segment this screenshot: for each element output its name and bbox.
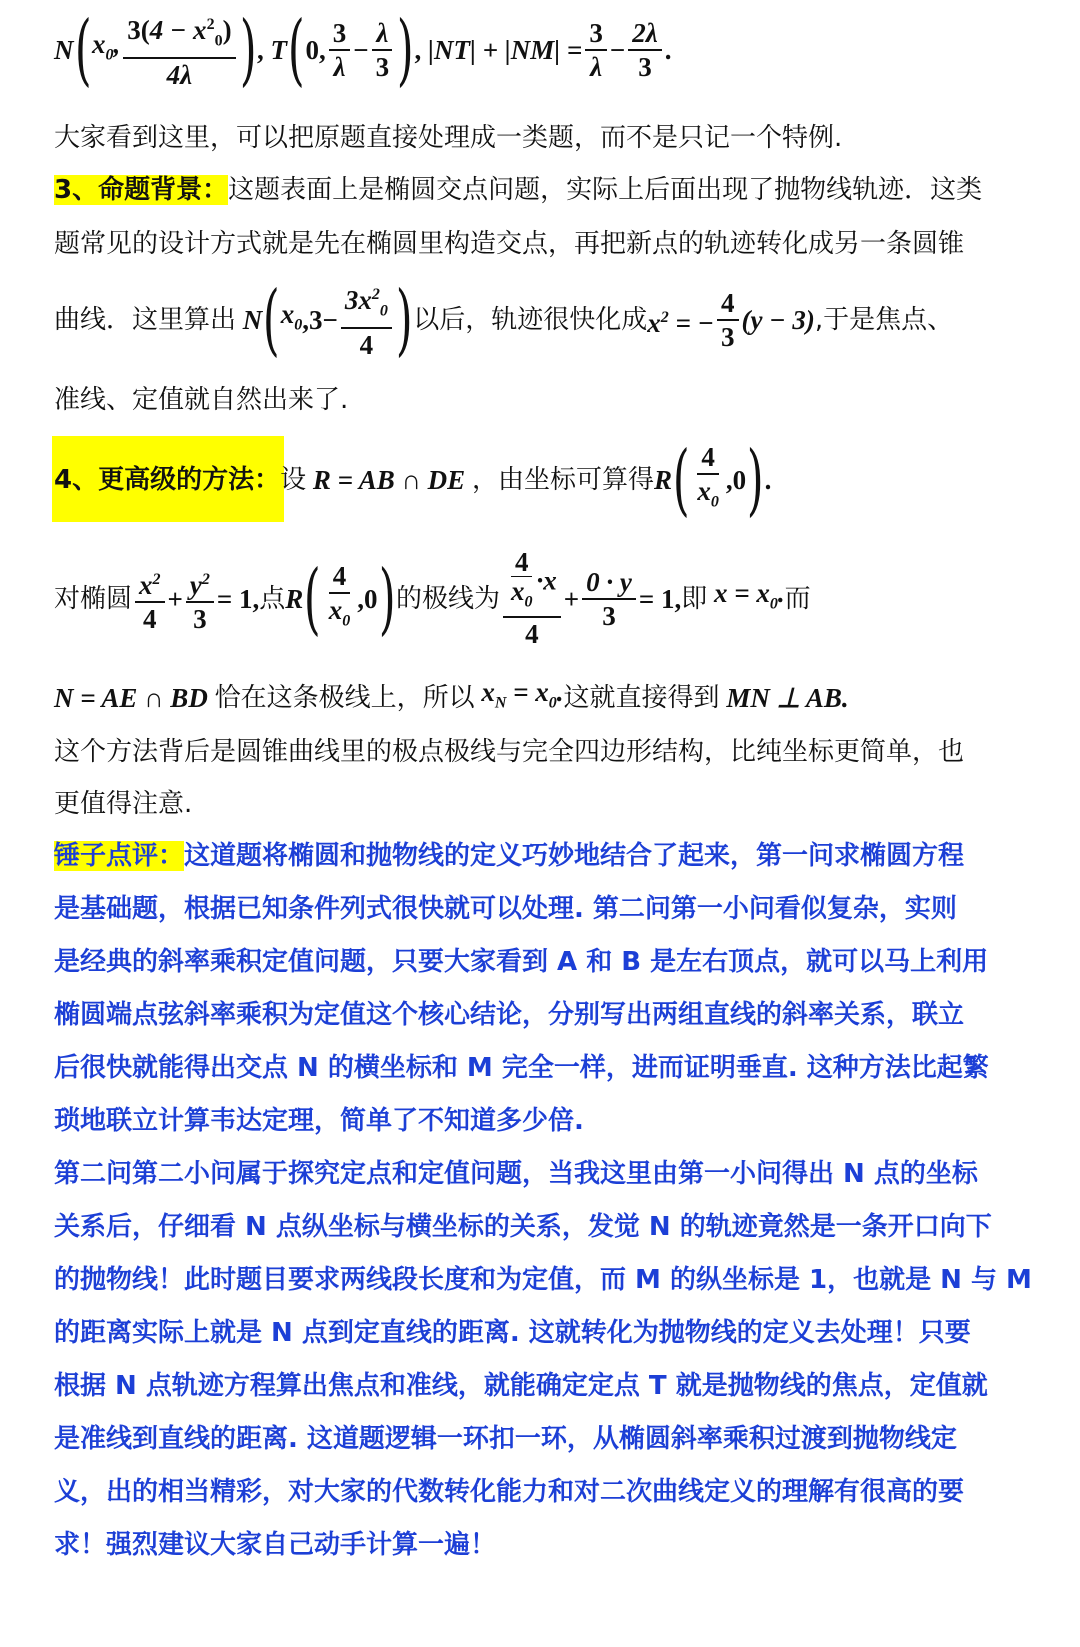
review-line-5: 琐地联立计算韦达定理，简单了不知道多少倍. (54, 1106, 584, 1136)
polar-line: 对椭圆 $\frac{x^2}{4}$ + $\frac{y^2}{3}$ = 1, 点 R ( $\frac{4}{x_0}$ ,0 ) 的极线为 $\frac{4}{x_0}$ ·x 4 + $\frac{0 \cdot y}{3}$ = 1, 即 $x = x_0$. 而 (54, 546, 811, 650)
section4-line3: N = AE ∩ BD 恰在这条极线上，所以 $x_N = x_0$. 这就直接得到 MN ⊥ AB. (54, 677, 849, 713)
review-line-7: 关系后，仔细看 N 点纵坐标与横坐标的关系，发觉 N 的轨迹竟然是一条开口向下 (54, 1212, 992, 1242)
section3-line2: 题常见的设计方式就是先在椭圆里构造交点，再把新点的轨迹转化成另一条圆锥 (54, 229, 965, 259)
section4-para2: 更值得注意. (54, 789, 193, 819)
review-line-11: 是准线到直线的距离. 这道题逻辑一环扣一环，从椭圆斜率乘积过渡到抛物线定 (54, 1424, 957, 1454)
review-line-4: 后很快就能得出交点 N 的横坐标和 M 完全一样，进而证明垂直. 这种方法比起繁 (54, 1053, 989, 1083)
review-line-12: 义，出的相当精彩，对大家的代数转化能力和对二次曲线定义的理解有很高的要 (54, 1477, 965, 1507)
review-line-13: 求！强烈建议大家自己动手计算一遍！ (54, 1530, 497, 1560)
section3-line1: 3、命题背景：这题表面上是椭圆交点问题，实际上后面出现了抛物线轨迹．这类 (54, 175, 983, 205)
review-line-1: 是基础题，根据已知条件列式很快就可以处理. 第二问第一小问看似复杂，实则 (54, 894, 957, 924)
review-line-10: 根据 N 点轨迹方程算出焦点和准线，就能确定定点 T 就是抛物线的焦点，定值就 (54, 1371, 988, 1401)
section3-line3: 曲线．这里算出 N ( $x_0$ ,3− $\frac{3x^2_0}{4}$ ) 以后，轨迹很快化成 $x^2$ = − $\frac{4}{3}$ (y − 3) ,于是焦点、 (54, 275, 954, 365)
review-line-3: 椭圆端点弦斜率乘积为定值这个核心结论，分别写出两组直线的斜率关系，联立 (54, 1000, 965, 1030)
section4-line1: 4、更高级的方法： 设 R = AB ∩ DE ，由坐标可算得 R ( $\frac{4}{x_0}$ ,0 ) . (54, 435, 772, 525)
review-line-9: 的距离实际上就是 N 点到定直线的距离. 这就转化为抛物线的定义去处理！只要 (54, 1318, 971, 1348)
paragraph-intro: 大家看到这里，可以把原题直接处理成一类题，而不是只记一个特例. (54, 123, 843, 153)
review-line-2: 是经典的斜率乘积定值问题，只要大家看到 A 和 B 是左右顶点，就可以马上利用 (54, 947, 989, 977)
review-line-0: 锤子点评：这道题将椭圆和抛物线的定义巧妙地结合了起来，第一问求椭圆方程 (54, 841, 965, 871)
section4-para1: 这个方法背后是圆锥曲线里的极点极线与完全四边形结构，比纯坐标更简单，也 (54, 737, 965, 767)
fraction: $\frac{3(4 - x^2_0)}{4\lambda}$ (123, 10, 235, 90)
section3-line4: 准线、定值就自然出来了. (54, 385, 349, 415)
section3-label: 3、命题背景： (54, 175, 229, 205)
review-label: 锤子点评： (54, 841, 185, 871)
review-line-8: 的抛物线！此时题目要求两线段长度和为定值，而 M 的纵坐标是 1，也就是 N 与 M (54, 1265, 1032, 1295)
formula-n-t: N ( $x_0$, $\frac{3(4 - x^2_0)}{4\lambda}$ ) , T ( 0 , $\frac{3}{\lambda}$ − $\frac{\lambda}{3}$ ) , |NT| + |NM| = $\frac{3}{\lambda}$ − $\frac{2\lambda}{3}$ . (54, 5, 672, 95)
review-line-6: 第二问第二小问属于探究定点和定值问题，当我这里由第一小问得出 N 点的坐标 (54, 1159, 978, 1189)
